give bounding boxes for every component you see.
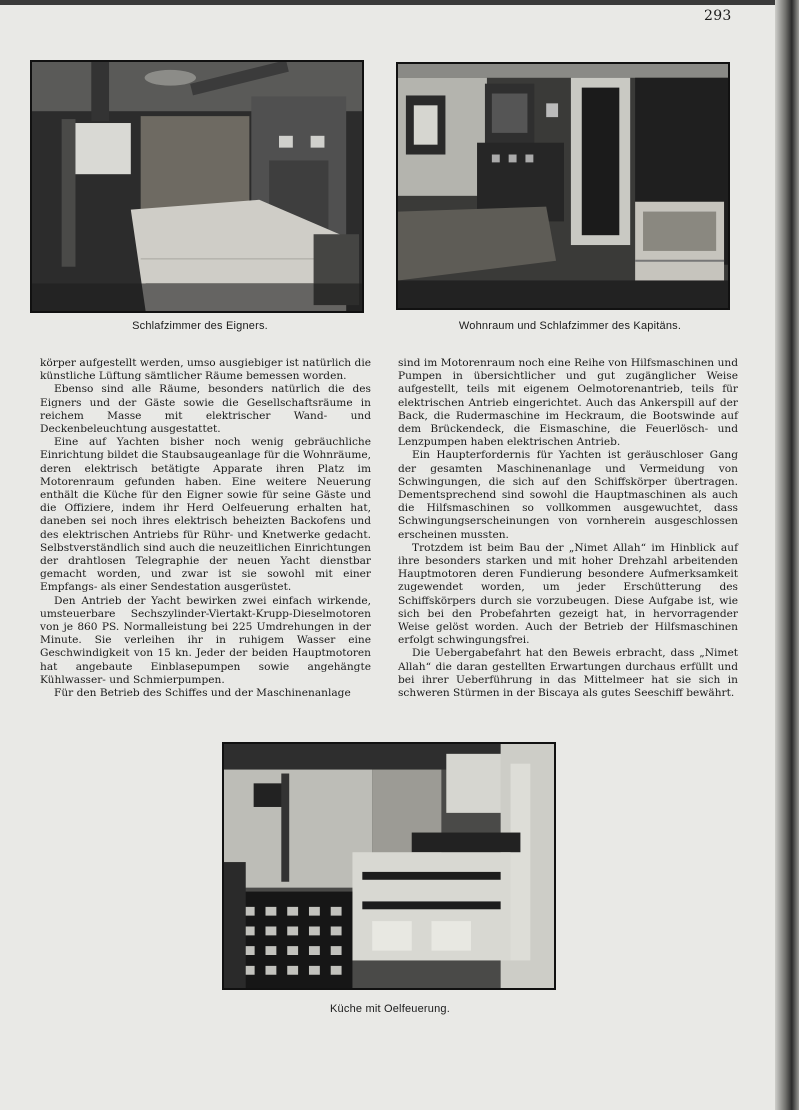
kitchen-photo-image (224, 744, 554, 988)
paragraph: Ebenso sind alle Räume, besonders natürlich die des Eigners und der Gäste sowie die Gesellschaftsräume in reichem Masse mit elektrischer Wand- und Deckenbeleuchtung ausgestattet. (40, 383, 371, 436)
paragraph: Den Antrieb der Yacht bewirken zwei einfach wirkende, umsteuerbare Sechszylinder-Viertakt-Krupp-Dieselmotoren von je 860 PS. Normalleistung bei 225 Umdrehungen in der Minute. Sie verleihen ihr in ruhigem Wasser eine Geschwindigkeit von 15 kn. Jeder der beiden Hauptmotoren hat angebaute Einblasepumpen sowie angehängte Kühlwasser- und Schmierpumpen. (40, 594, 371, 686)
captain-room-photo-image (398, 64, 728, 308)
book-spine-edge (775, 0, 799, 1110)
paragraph: Eine auf Yachten bisher noch wenig gebräuchliche Einrichtung bildet die Staubsaugeanlage für die Wohnräume, deren elektrisch betätigte Apparate ihren Platz im Motorenraum gefunden haben. Eine weitere Neuerung enthält die Küche für den Eigner sowie für seine Gäste und die Offiziere, indem ihr Herd Oelfeuerung erhalten hat, daneben sei noch ihres elektrisch beheizten Backofens und des elektrischen Antriebs für Rühr- und Knetwerke gedacht. Selbstverständlich sind auch die neuzeitlichen Einrichtungen der drahtlosen Telegraphie der neuen Yacht dienstbar gemacht worden, und zwar ist sie sowohl mit einer Empfangs- als einer Sendestation ausgerüstet. (40, 436, 371, 594)
paragraph: körper aufgestellt werden, umso ausgiebiger ist natürlich die künstliche Lüftung sämtlicher Räume bemessen worden. (40, 357, 371, 383)
text-column-left (40, 357, 371, 700)
page-top-edge (0, 0, 799, 5)
caption-kitchen: Küche mit Oelfeuerung. (330, 1003, 450, 1015)
paragraph: Trotzdem ist beim Bau der „Nimet Allah“ im Hinblick auf ihre besonders starken und mit hoher Drehzahl arbeitenden Hauptmotoren deren Fundierung besondere Aufmerksamkeit zugewendet worden, um jeder Erschütterung des Schiffskörpers durch sie vorzubeugen. Diese Aufgabe ist, wie sich bei den Probefahrten gezeigt hat, in hervorragender Weise gelöst worden. Auch der Betrieb der Hilfsmaschinen erfolgt schwingungsfrei. (398, 541, 738, 647)
photo-owner-bedroom (30, 60, 364, 313)
paragraph: Die Uebergabefahrt hat den Beweis erbracht, dass „Nimet Allah“ die daran gestellten Erwartungen durchaus erfüllt und bei ihrer Ueberführung in das Mittelmeer hat sie sich in schweren Stürmen in der Biscaya als gutes Seeschiff bewährt. (398, 647, 738, 700)
page-number: 293 (704, 8, 732, 24)
caption-owner-bedroom: Schlafzimmer des Eigners. (132, 320, 268, 332)
paragraph: Ein Haupterfordernis für Yachten ist geräuschloser Gang der gesamten Maschinenanlage und Vermeidung von Schwingungen, die sich auf den Schiffskörper übertragen. Dementsprechend sind sowohl die Hauptmaschinen als auch die Hilfsmaschinen so vollkommen ausgewuchtet, dass Schwingungserscheinungen von vornherein ausgeschlossen erscheinen mussten. (398, 449, 738, 541)
caption-captain-room: Wohnraum und Schlafzimmer des Kapitäns. (458, 320, 682, 332)
bedroom-photo-image (32, 62, 362, 311)
text-column-right (398, 357, 738, 700)
photo-kitchen (222, 742, 556, 990)
photo-captain-room (396, 62, 730, 310)
paragraph: sind im Motorenraum noch eine Reihe von Hilfsmaschinen und Pumpen in übersichtlicher und gut zugänglicher Weise aufgestellt, teils mit eigenem Oelmotorenantrieb, teils für elektrischen Antrieb eingerichtet. Auch das Ankerspill auf der Back, die Rudermaschine im Heckraum, die Bootswinde auf dem Brückendeck, die Eismaschine, die Feuerlösch- und Lenzpumpen haben elektrischen Antrieb. (398, 357, 738, 449)
paragraph: Für den Betrieb des Schiffes und der Maschinenanlage (54, 687, 351, 700)
